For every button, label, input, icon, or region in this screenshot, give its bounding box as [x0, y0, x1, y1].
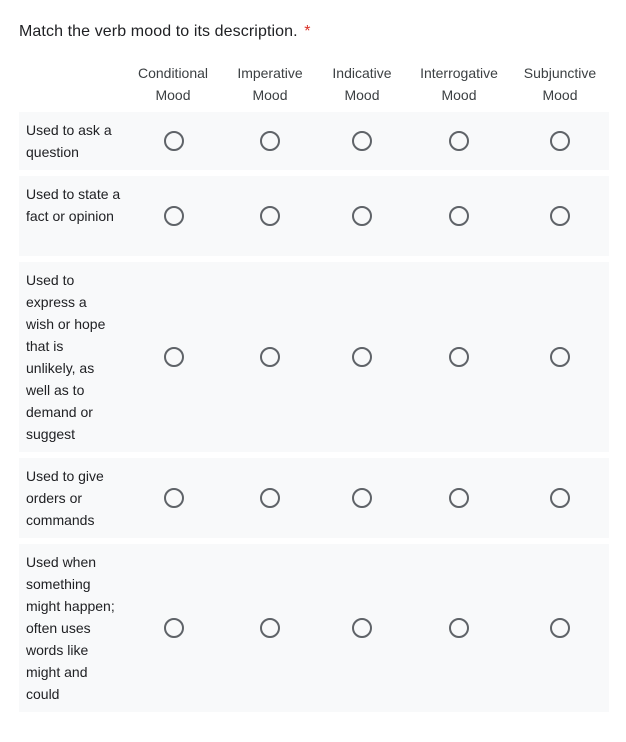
radio-interrogative[interactable] — [449, 206, 469, 226]
radio-conditional[interactable] — [164, 206, 184, 226]
radio-indicative[interactable] — [352, 206, 372, 226]
column-header-line: Indicative — [332, 65, 392, 81]
column-header-line: Interrogative — [420, 65, 498, 81]
radio-conditional[interactable] — [164, 131, 184, 151]
radio-indicative[interactable] — [352, 618, 372, 638]
column-header-line: Subjunctive — [523, 65, 597, 81]
column-header-line: Mood — [155, 87, 191, 103]
row-label: Used to ask a question — [26, 122, 112, 160]
radio-subjunctive[interactable] — [550, 488, 570, 508]
column-header-line: Mood — [344, 87, 380, 103]
radio-subjunctive[interactable] — [550, 131, 570, 151]
radio-subjunctive[interactable] — [550, 618, 570, 638]
column-header-line: Mood — [252, 87, 288, 103]
column-header-line: Mood — [542, 87, 578, 103]
column-header-line: Imperative — [237, 65, 303, 81]
radio-imperative[interactable] — [260, 206, 280, 226]
column-header-imperative — [224, 62, 316, 106]
radio-interrogative[interactable] — [449, 488, 469, 508]
column-header-line: Conditional — [137, 65, 209, 81]
radio-imperative[interactable] — [260, 131, 280, 151]
grid-row-express-wish — [19, 262, 609, 452]
radio-imperative[interactable] — [260, 488, 280, 508]
row-label: Used to state a fact or opinion — [26, 186, 121, 224]
column-header-conditional — [127, 62, 219, 106]
radio-conditional[interactable] — [164, 618, 184, 638]
radio-interrogative[interactable] — [449, 618, 469, 638]
question-text: Match the verb mood to its description. — [19, 23, 298, 40]
row-label: Used to express a wish or hope that is unlikely, as well as to demand or suggest — [26, 272, 106, 442]
radio-indicative[interactable] — [352, 347, 372, 367]
radio-conditional[interactable] — [164, 488, 184, 508]
radio-interrogative[interactable] — [449, 131, 469, 151]
radio-imperative[interactable] — [260, 347, 280, 367]
radio-imperative[interactable] — [260, 618, 280, 638]
radio-indicative[interactable] — [352, 488, 372, 508]
grid-row-state-fact — [19, 176, 609, 256]
required-marker: * — [304, 23, 311, 40]
grid-row-might-happen — [19, 544, 609, 712]
column-header-indicative — [316, 62, 408, 106]
column-header-subjunctive — [514, 62, 606, 106]
radio-subjunctive[interactable] — [550, 206, 570, 226]
grid-row-ask-question — [19, 112, 609, 170]
radio-subjunctive[interactable] — [550, 347, 570, 367]
radio-interrogative[interactable] — [449, 347, 469, 367]
grid-row-give-orders — [19, 458, 609, 538]
column-header-interrogative — [409, 62, 509, 106]
radio-conditional[interactable] — [164, 347, 184, 367]
row-label: Used when something might happen; often uses words like might and could — [26, 554, 115, 702]
radio-indicative[interactable] — [352, 131, 372, 151]
row-label: Used to give orders or commands — [26, 468, 104, 528]
column-header-line: Mood — [441, 87, 477, 103]
question-title — [19, 21, 311, 43]
